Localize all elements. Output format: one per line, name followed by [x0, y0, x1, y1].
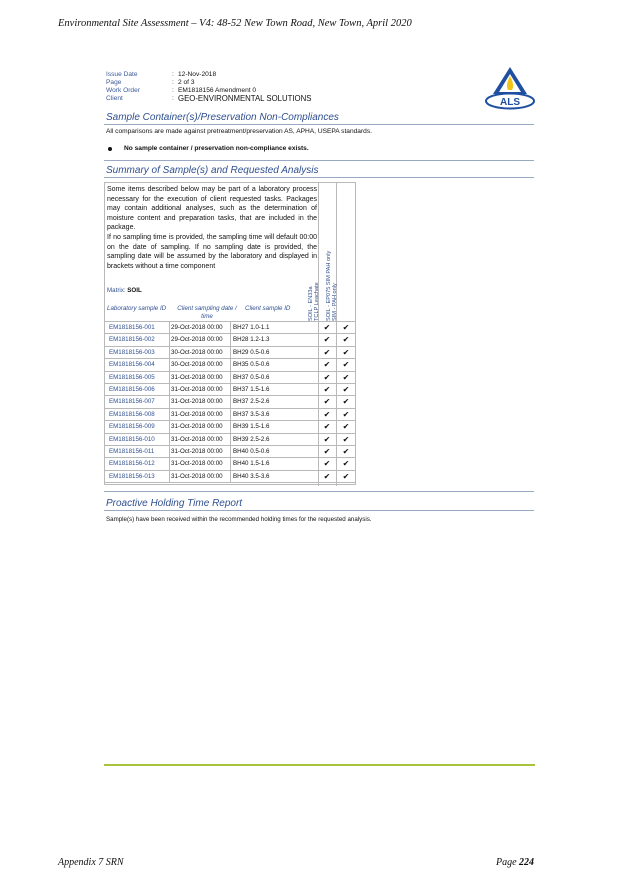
client-value: GEO-ENVIRONMENTAL SOLUTIONS: [178, 94, 312, 103]
sampling-date-cell: 31-Oct-2018 00:00: [171, 410, 223, 418]
holding-text: Sample(s) have been received within the recommended holding times for the requested analysis.: [106, 516, 372, 523]
cell-separator: [336, 334, 337, 345]
section-divider: [104, 160, 534, 161]
analysis2-check-icon: ✔: [342, 446, 350, 456]
analysis1-check-icon: ✔: [323, 422, 331, 432]
sample-id-cell: EM1818156-005: [109, 373, 155, 381]
cell-separator: [169, 446, 170, 457]
footer-page-prefix: Page: [496, 857, 520, 868]
sampling-date-cell: 31-Oct-2018 00:00: [171, 460, 223, 468]
cell-separator: [318, 409, 319, 420]
sampling-date-cell: 31-Oct-2018 00:00: [171, 435, 223, 443]
issue-date-value: 12-Nov-2018: [178, 71, 217, 78]
analysis2-check-icon: ✔: [342, 459, 350, 469]
analysis1-check-icon: ✔: [323, 323, 331, 332]
analysis2-check-icon: ✔: [342, 335, 350, 345]
sample-id-cell: EM1818156-001: [109, 324, 155, 331]
cell-separator: [318, 471, 319, 482]
cell-separator: [230, 334, 231, 345]
cell-separator: [318, 359, 319, 370]
work-order-label: Work Order: [106, 87, 140, 94]
cell-separator: [230, 421, 231, 432]
sample-id-cell: EM1818156-013: [109, 472, 155, 480]
table-row: [105, 322, 355, 334]
analysis-table: [104, 182, 356, 485]
client-sample-id-cell: BH37 0.5-0.6: [233, 373, 270, 381]
analysis2-check-icon: ✔: [342, 434, 350, 444]
sample-id-cell: EM1818156-004: [109, 361, 155, 369]
bullet-icon: [108, 147, 112, 151]
cell-separator: [169, 434, 170, 445]
cell-separator: [169, 359, 170, 370]
section-divider: [104, 177, 534, 178]
matrix-value: SOIL: [127, 287, 142, 294]
cell-separator: [318, 334, 319, 345]
sample-id-cell: EM1818156-007: [109, 398, 155, 406]
sampling-date-cell: 31-Oct-2018 00:00: [171, 385, 223, 393]
sampling-date-cell: 31-Oct-2018 00:00: [171, 423, 223, 431]
client-sample-id-cell: BH29 0.5-0.6: [233, 348, 270, 356]
analysis1-check-icon: ✔: [323, 335, 331, 345]
cell-separator: [169, 471, 170, 482]
column-header-lab-id: Laboratory sample ID: [107, 305, 167, 312]
cell-separator: [318, 434, 319, 445]
cell-separator: [318, 322, 319, 333]
analysis1-check-icon: ✔: [323, 360, 331, 370]
cell-separator: [336, 446, 337, 457]
client-sample-id-cell: BH40 1.5-1.6: [233, 460, 270, 468]
analysis1-check-icon: ✔: [323, 459, 331, 469]
document-header: Environmental Site Assessment – V4: 48-52 New Town Road, New Town, April 2020: [58, 18, 412, 29]
analysis2-check-icon: ✔: [342, 471, 350, 481]
analysis2-check-icon: ✔: [342, 347, 350, 357]
cell-separator: [318, 421, 319, 432]
table-row: [105, 421, 355, 433]
sample-id-cell: EM1818156-011: [109, 447, 155, 455]
footer-rule: [104, 764, 535, 766]
table-row: [105, 372, 355, 384]
sampling-date-cell: 31-Oct-2018 00:00: [171, 447, 223, 455]
page-value: 2 of 3: [178, 79, 195, 86]
sample-id-cell: EM1818156-006: [109, 385, 155, 393]
footer-page-number: 224: [519, 857, 535, 868]
cell-separator: [336, 322, 337, 333]
cell-separator: [318, 458, 319, 469]
cell-separator: [336, 434, 337, 445]
matrix-key: Matrix:: [107, 287, 126, 294]
cell-separator: [318, 384, 319, 395]
client-label: Client: [106, 95, 123, 102]
analysis2b-label: SIM - PAH only: [332, 283, 338, 321]
analysis2-check-icon: ✔: [342, 360, 350, 370]
cell-separator: [336, 471, 337, 482]
cell-separator: [169, 409, 170, 420]
analysis1-check-icon: ✔: [323, 434, 331, 444]
cell-separator: [318, 396, 319, 407]
cell-separator: [169, 372, 170, 383]
sampling-date-cell: 29-Oct-2018 00:00: [171, 336, 223, 344]
cell-separator: [169, 322, 170, 333]
analysis2-check-icon: ✔: [342, 397, 350, 407]
table-row: [105, 471, 355, 483]
table-row: [105, 434, 355, 446]
sample-id-cell: EM1818156-008: [109, 410, 155, 418]
footer-appendix: Appendix 7 SRN: [58, 857, 124, 868]
cell-separator: [230, 372, 231, 383]
client-sample-id-cell: BH37 2.5-2.6: [233, 398, 270, 406]
client-sample-id-cell: BH37 3.5-3.6: [233, 410, 270, 418]
sampling-date-cell: 30-Oct-2018 00:00: [171, 348, 223, 356]
section-divider: [104, 510, 534, 511]
report-meta: [106, 71, 311, 103]
sampling-date-cell: 31-Oct-2018 00:00: [171, 373, 223, 381]
sampling-date-cell: 29-Oct-2018 00:00: [171, 324, 223, 331]
holding-title: Proactive Holding Time Report: [106, 498, 243, 509]
cell-separator: [336, 372, 337, 383]
work-order-value: EM1818156 Amendment 0: [178, 87, 257, 94]
cell-separator: [169, 334, 170, 345]
summary-intro: [107, 185, 317, 271]
table-row: [105, 396, 355, 408]
sampling-date-cell: 31-Oct-2018 00:00: [171, 472, 223, 480]
table-row: [105, 409, 355, 421]
noncompliance-bullet: [106, 145, 309, 152]
client-sample-id-cell: BH37 1.5-1.6: [233, 385, 270, 393]
cell-separator: [169, 396, 170, 407]
analysis2-check-icon: ✔: [342, 409, 350, 419]
cell-separator: [230, 359, 231, 370]
cell-separator: [336, 396, 337, 407]
separator: :: [172, 87, 174, 94]
page-label: Page: [106, 79, 122, 86]
matrix-label: [107, 287, 142, 294]
sample-id-cell: EM1818156-002: [109, 336, 155, 344]
table-row: [105, 384, 355, 396]
cell-separator: [336, 359, 337, 370]
noncompliance-title: Sample Container(s)/Preservation Non-Compliances: [106, 112, 339, 123]
separator: :: [172, 79, 174, 86]
cell-separator: [230, 396, 231, 407]
cell-separator: [169, 384, 170, 395]
cell-separator: [336, 384, 337, 395]
client-sample-id-cell: BH39 1.5-1.6: [233, 423, 270, 431]
separator: :: [172, 95, 174, 102]
cell-separator: [169, 458, 170, 469]
client-sample-id-cell: BH40 0.5-0.6: [233, 447, 270, 455]
issue-date-label: Issue Date: [106, 71, 138, 78]
cell-separator: [336, 458, 337, 469]
analysis2-check-icon: ✔: [342, 422, 350, 432]
cell-separator: [336, 421, 337, 432]
client-sample-id-cell: BH27 1.0-1.1: [233, 324, 270, 331]
cell-separator: [336, 347, 337, 358]
footer-page: [496, 857, 534, 868]
table-row: [105, 359, 355, 371]
summary-intro-paragraph: Some items described below may be part of a laboratory process necessary for the execution of client requested tasks. Packages may contain additional analyses, such as the determination of moisture content and preparation tasks, that are included in the package.: [107, 186, 317, 232]
client-sample-id-cell: BH39 2.5-2.6: [233, 435, 270, 443]
analysis2-check-icon: ✔: [342, 323, 350, 332]
analysis1-label: SOIL - EN33a: [308, 286, 314, 321]
table-row: [105, 458, 355, 470]
cell-separator: [318, 446, 319, 457]
client-sample-id-cell: BH28 1.2-1.3: [233, 336, 270, 344]
sampling-date-cell: 31-Oct-2018 00:00: [171, 398, 223, 406]
noncompliance-intro: All comparisons are made against pretreatment/preservation AS, APHA, USEPA standards.: [106, 128, 372, 135]
summary-intro-paragraph-2: If no sampling time is provided, the sampling time will default 00:00 on the date of sampling. If no sampling date is provided, the sampling date will be assumed by the laboratory and displayed in brackets without a time component: [107, 233, 317, 270]
analysis1-check-icon: ✔: [323, 397, 331, 407]
sample-id-cell: EM1818156-009: [109, 423, 155, 431]
section-divider: [104, 124, 534, 125]
cell-separator: [230, 471, 231, 482]
sample-id-cell: EM1818156-012: [109, 460, 155, 468]
column-header-sampling: Client sampling date / time: [177, 305, 237, 320]
analysis2-check-icon: ✔: [342, 372, 350, 382]
client-sample-id-cell: BH35 0.5-0.6: [233, 361, 270, 369]
cell-separator: [230, 446, 231, 457]
analysis1-check-icon: ✔: [323, 372, 331, 382]
sample-id-cell: EM1818156-010: [109, 435, 155, 443]
client-row: [106, 95, 311, 103]
issue-date-row: [106, 71, 311, 79]
cell-separator: [169, 347, 170, 358]
table-row: [105, 347, 355, 359]
analysis2-label: SOIL - EP075 SIM PAH only: [326, 250, 332, 321]
cell-separator: [169, 421, 170, 432]
analysis1-check-icon: ✔: [323, 446, 331, 456]
table-row: [105, 446, 355, 458]
separator: :: [172, 71, 174, 78]
cell-separator: [230, 458, 231, 469]
sample-id-cell: EM1818156-003: [109, 348, 155, 356]
cell-separator: [230, 409, 231, 420]
analysis1-check-icon: ✔: [323, 347, 331, 357]
page-row: [106, 79, 311, 87]
cell-separator: [230, 434, 231, 445]
cell-separator: [230, 347, 231, 358]
sample-rows: [105, 321, 355, 483]
table-row: [105, 334, 355, 346]
analysis1-check-icon: ✔: [323, 409, 331, 419]
summary-title: Summary of Sample(s) and Requested Analysis: [106, 165, 319, 176]
cell-separator: [336, 409, 337, 420]
analysis1-check-icon: ✔: [323, 471, 331, 481]
analysis2-check-icon: ✔: [342, 384, 350, 394]
client-sample-id-cell: BH40 3.5-3.6: [233, 472, 270, 480]
sampling-date-cell: 30-Oct-2018 00:00: [171, 361, 223, 369]
column-header-client-id: Client sample ID: [245, 305, 291, 312]
cell-separator: [230, 384, 231, 395]
noncompliance-bullet-text: No sample container / preservation non-compliance exists.: [124, 145, 309, 152]
logo-text: ALS: [500, 97, 520, 108]
cell-separator: [230, 322, 231, 333]
section-divider: [104, 491, 534, 492]
analysis1-check-icon: ✔: [323, 384, 331, 394]
als-logo: [484, 64, 536, 110]
cell-separator: [318, 372, 319, 383]
analysis1b-label: TCLP Leachate: [314, 282, 320, 321]
cell-separator: [318, 347, 319, 358]
